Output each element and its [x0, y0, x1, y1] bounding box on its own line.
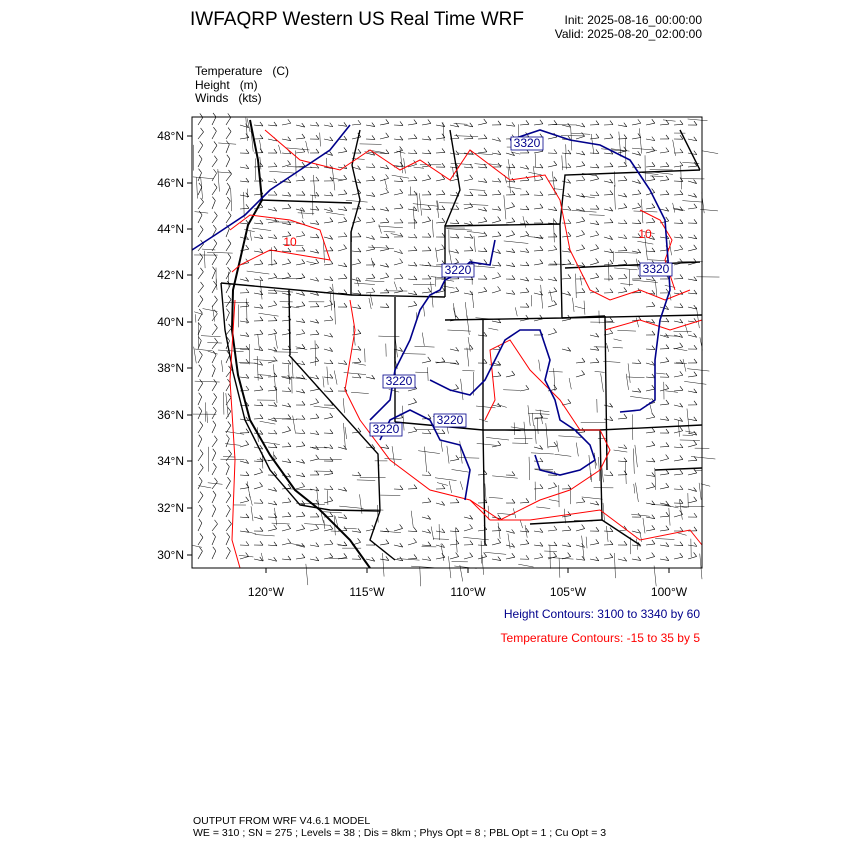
lon-tick-label: 100°W [650, 585, 688, 599]
lon-tick-label: 115°W [349, 585, 385, 599]
lat-tick-label: 36°N [157, 408, 184, 422]
lat-tick-label: 30°N [157, 548, 184, 562]
lat-tick-label: 38°N [157, 361, 184, 375]
temperature-contour-legend: Temperature Contours: -15 to 35 by 5 [500, 631, 700, 645]
lat-tick-label: 40°N [157, 315, 184, 329]
footer-model: OUTPUT FROM WRF V4.6.1 MODEL [193, 815, 371, 827]
plot-title: IWFAQRP Western US Real Time WRF [190, 9, 524, 30]
lat-tick-label: 34°N [157, 454, 184, 468]
temperature-contour-label: 10 [283, 235, 297, 249]
lon-tick-label: 120°W [247, 585, 285, 599]
field-winds-label: Winds (kts) [195, 91, 262, 105]
field-height-label: Height (m) [195, 78, 258, 92]
latitude-axis [157, 129, 192, 562]
height-contour-label: 3220 [444, 263, 472, 277]
valid-time: Valid: 2025-08-20_02:00:00 [554, 27, 702, 41]
height-contour-label: 3320 [642, 262, 670, 276]
county-line [420, 567, 421, 587]
init-time: Init: 2025-08-16_00:00:00 [564, 13, 702, 27]
county-line [702, 151, 718, 154]
height-contour-label: 3220 [372, 422, 400, 436]
map-background [192, 117, 702, 568]
footer-config: WE = 310 ; SN = 275 ; Levels = 38 ; Dis = 8km ; Phys Opt = 8 ; PBL Opt = 1 ; Cu Opt = 3 [193, 827, 607, 839]
lat-tick-label: 48°N [157, 129, 184, 143]
height-contour-legend: Height Contours: 3100 to 3340 by 60 [503, 607, 700, 621]
wind-barb-flag [213, 113, 216, 117]
lat-tick-label: 32°N [157, 501, 184, 515]
lat-tick-label: 44°N [157, 222, 184, 236]
temperature-contour-label: 10 [638, 227, 652, 241]
lon-tick-label: 110°W [450, 585, 486, 599]
field-temperature-label: Temperature (C) [195, 64, 290, 78]
lon-tick-label: 105°W [549, 585, 587, 599]
county-line [700, 209, 718, 211]
lat-tick-label: 42°N [157, 268, 184, 282]
height-contour-label: 3220 [385, 374, 413, 388]
height-contour-label: 3220 [436, 413, 464, 427]
lat-tick-label: 46°N [157, 176, 184, 190]
county-line [654, 566, 656, 587]
height-contour-label: 3320 [513, 136, 541, 150]
longitude-axis [248, 568, 688, 599]
state-border [289, 290, 290, 355]
